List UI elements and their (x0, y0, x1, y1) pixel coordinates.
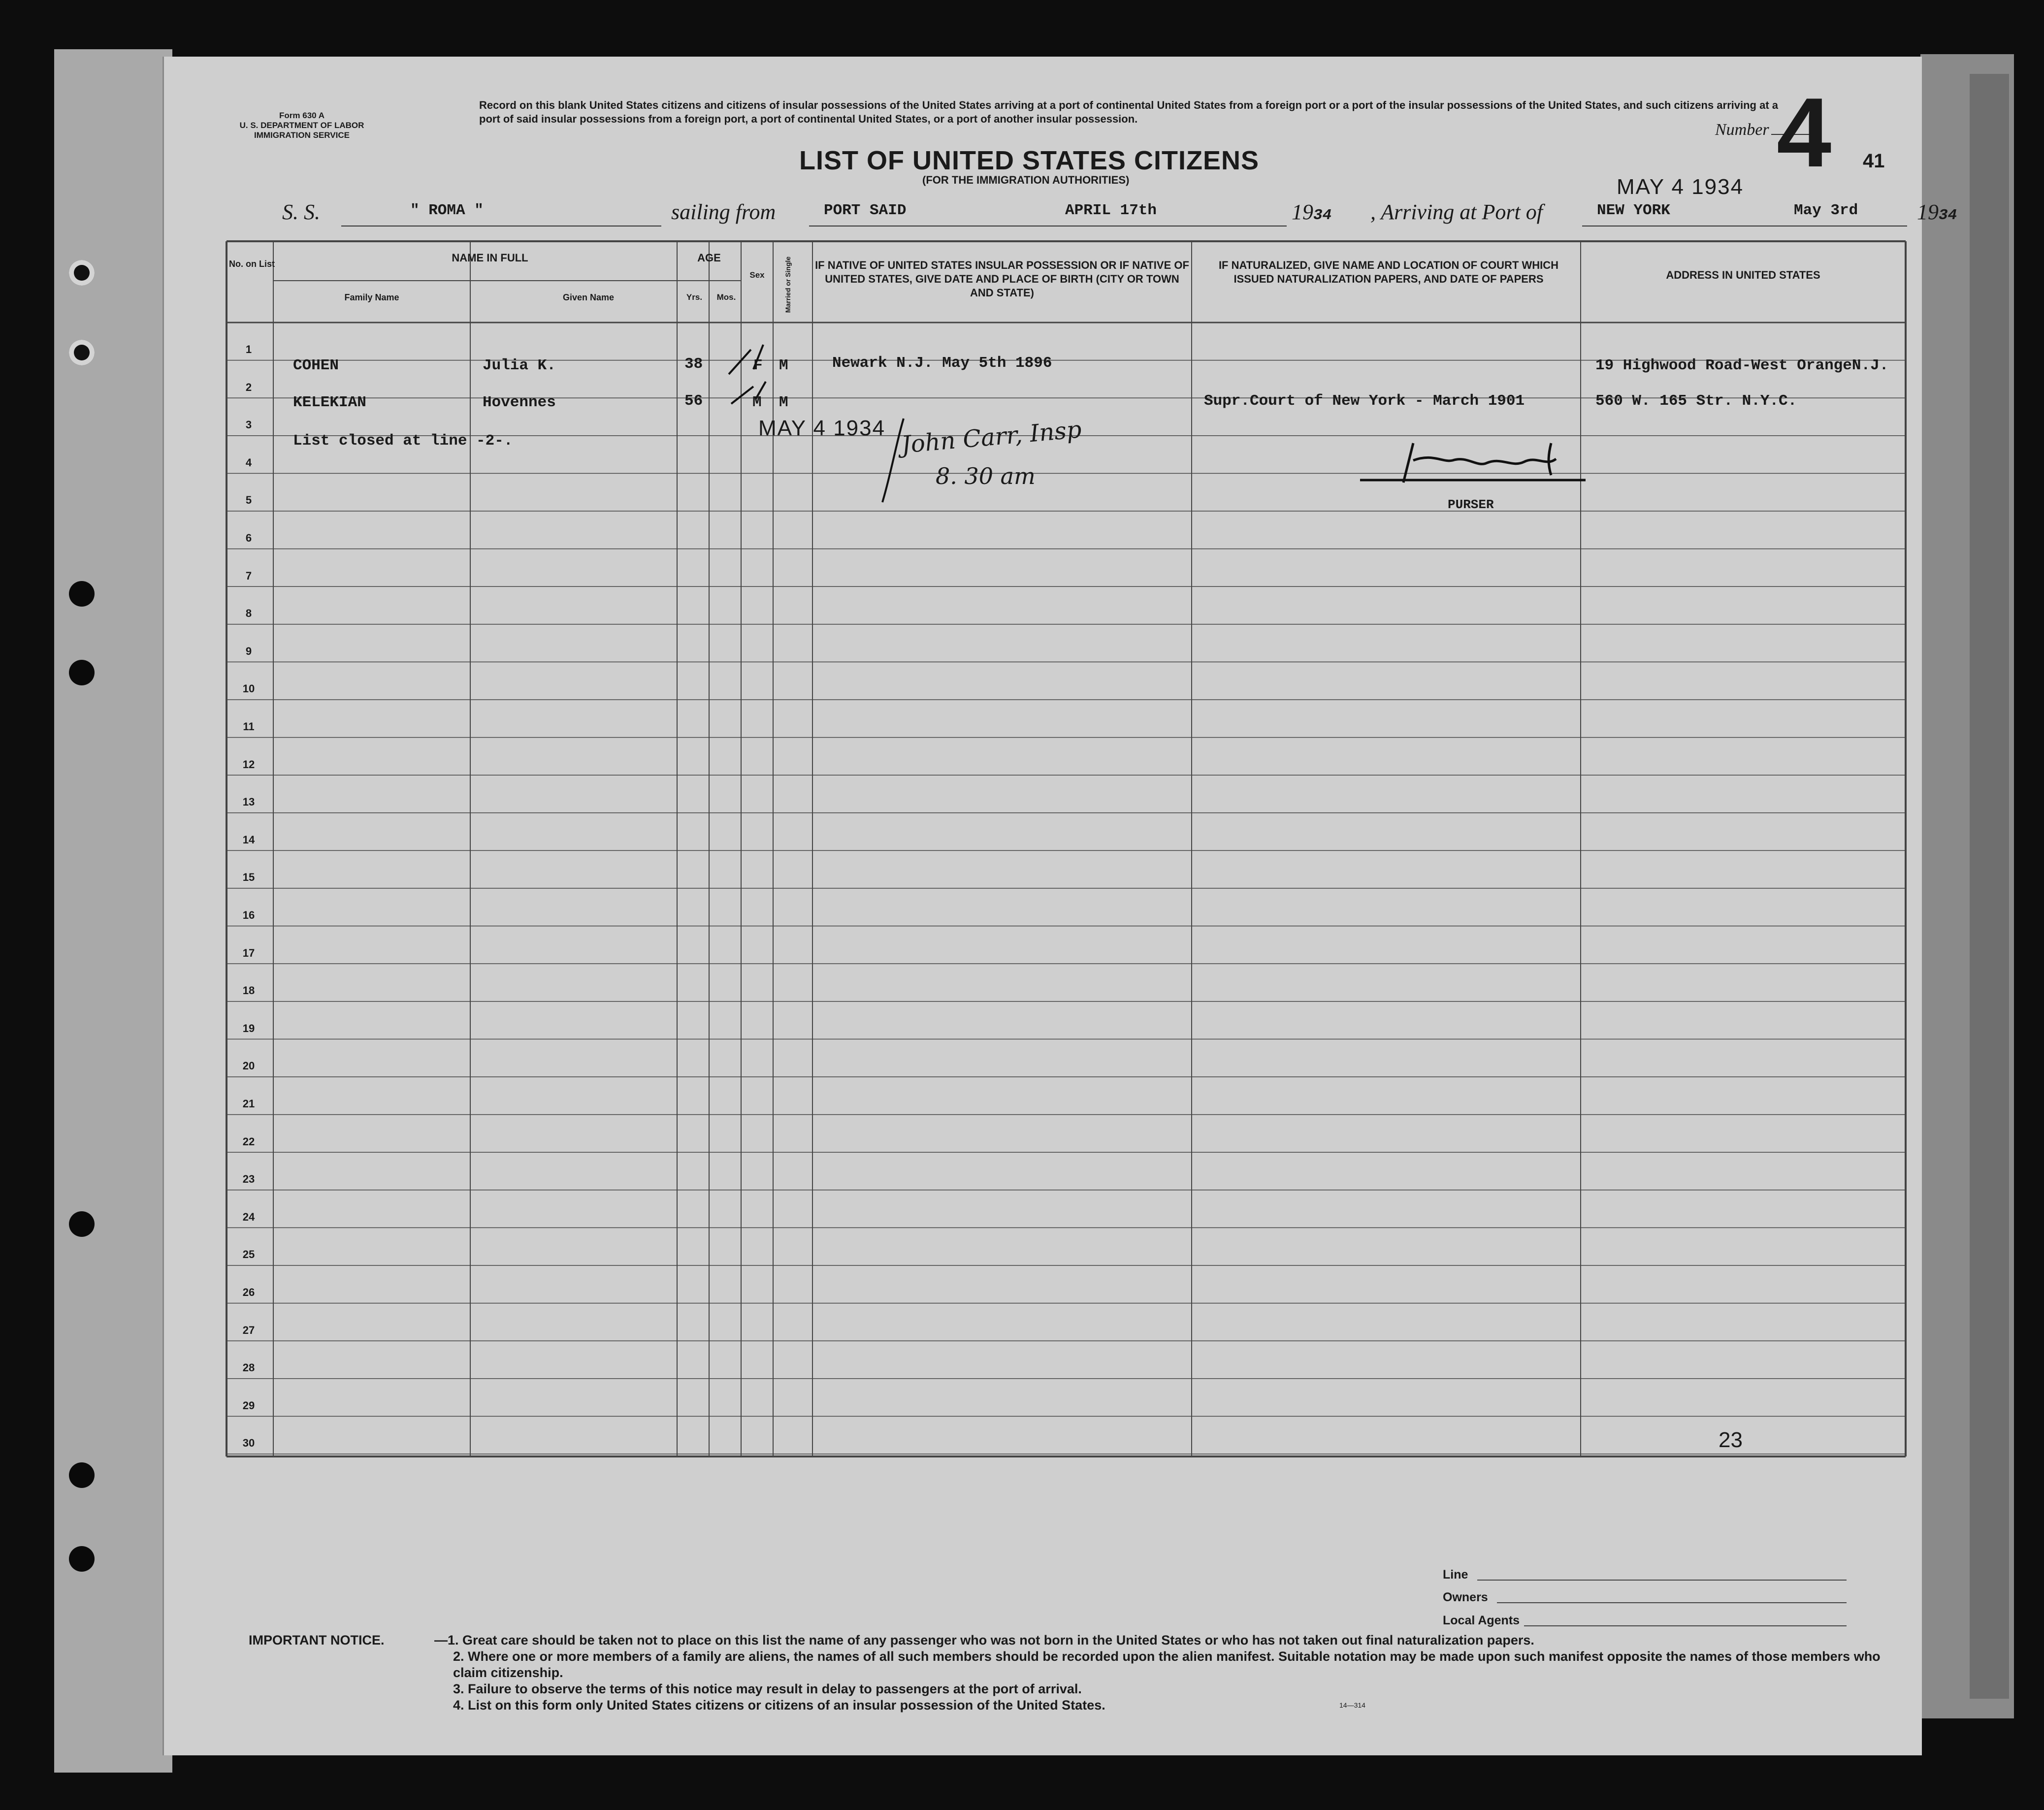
row1-birth: Newark N.J. May 5th 1896 (832, 355, 1052, 372)
line-number: 12 (242, 758, 255, 771)
line-number: 2 (245, 381, 252, 393)
line-number: 16 (242, 909, 255, 921)
page-title: LIST OF UNITED STATES CITIZENS (799, 146, 1259, 175)
line-number: 18 (242, 984, 255, 997)
col-header-naturalization: IF NATURALIZED, GIVE NAME AND LOCATION OF COURT WHICH ISSUED NATURALIZATION PAPERS, AND DATE OF PAPERS (1218, 259, 1559, 285)
notice-2: 2. Where one or more members of a family are aliens, the names of all such members should be recorded upon the alien manifest. Suitable notation may be made upon such manifest opposite the names of those members who claim citizenship. (453, 1649, 1881, 1680)
col-header-no: No. on List (229, 259, 275, 269)
date-stamp-row: MAY 4 1934 (758, 416, 886, 440)
col-header-name: NAME IN FULL (452, 252, 528, 264)
line-number: 23 (242, 1173, 255, 1186)
notice-3: 3. Failure to observe the terms of this notice may result in delay to passengers at the port of arrival. (453, 1681, 1082, 1696)
instructions-text: Record on this blank United States citizens and citizens of insular possessions of the United States arriving at a port of continental United States from a foreign port or a port of the insular possessions of the United States, and such citizens arriving at a port of said insular possessions from a foreign port, a port of continental United States, or a port of another insular possession. (479, 99, 1779, 125)
departure-year: 34 (1313, 207, 1332, 224)
year-prefix: 19 (1292, 200, 1313, 224)
row2-naturalization: Supr.Court of New York - March 1901 (1204, 392, 1525, 410)
col-header-married: Married or Single (784, 256, 792, 313)
ss-label: S. S. (282, 200, 320, 224)
col-header-family: Family Name (344, 292, 399, 302)
owners-rule (1497, 1602, 1847, 1603)
line-number: 14 (242, 833, 255, 846)
row2-marital: M (779, 394, 788, 411)
sailing-label: sailing from (671, 200, 776, 224)
line-number: 29 (242, 1399, 255, 1412)
line-number: 26 (242, 1286, 255, 1298)
page-subtitle: (FOR THE IMMIGRATION AUTHORITIES) (922, 174, 1130, 186)
line-number: 6 (245, 532, 252, 544)
service-label: IMMIGRATION SERVICE (254, 130, 350, 140)
inspector-stroke (876, 414, 911, 507)
row1-marital: M (779, 357, 788, 374)
line-number: 19 (242, 1022, 255, 1034)
col-header-mos: Mos. (716, 292, 736, 302)
row1-address: 19 Highwood Road-West OrangeN.J. (1595, 357, 1889, 374)
date-stamp-top: MAY 4 1934 (1617, 175, 1744, 199)
row1-family: COHEN (293, 357, 339, 374)
col-header-birth: IF NATIVE OF UNITED STATES INSULAR POSSESSION OR IF NATIVE OF UNITED STATES, GIVE DATE AND PLACE OF BIRTH (CITY OR TOWN AND STATE) (815, 259, 1189, 299)
corner-mark: 41 (1863, 150, 1885, 172)
line-number: 13 (242, 796, 255, 808)
arrival-year: 34 (1939, 207, 1957, 224)
year-prefix: 19 (1917, 200, 1939, 224)
line-number: 21 (242, 1098, 255, 1110)
line-number: 8 (245, 607, 252, 620)
line-number: 20 (242, 1060, 255, 1072)
ship-name: " ROMA " (410, 202, 484, 219)
arrival-port: NEW YORK (1597, 202, 1670, 219)
page-number: 23 (1719, 1428, 1743, 1452)
line-number: 5 (245, 494, 252, 507)
closing-note: List closed at line -2-. (293, 432, 513, 450)
arriving-label: , Arriving at Port of (1370, 200, 1543, 224)
line-number: 27 (242, 1324, 255, 1336)
line-number: 22 (242, 1135, 255, 1148)
col-header-sex: Sex (749, 270, 765, 280)
line-number: 9 (245, 645, 252, 657)
arrival-date: May 3rd (1794, 202, 1858, 219)
from-port: PORT SAID (824, 202, 907, 219)
line-number: 17 (242, 946, 255, 959)
row2-family: KELEKIAN (293, 394, 366, 411)
department-label: U. S. DEPARTMENT OF LABOR (239, 121, 364, 130)
col-header-yrs: Yrs. (686, 292, 703, 302)
row1-yrs: 38 (684, 356, 703, 373)
line-number: 25 (242, 1248, 255, 1261)
line-number: 11 (243, 720, 255, 733)
notice-4: 4. List on this form only United States citizens or citizens of an insular possession of the United States. (453, 1698, 1105, 1713)
line-number: 4 (245, 456, 252, 469)
agents-label: Local Agents (1443, 1614, 1520, 1627)
col-header-age: AGE (697, 252, 721, 264)
line-rule (1477, 1580, 1847, 1581)
line-number: 15 (242, 871, 255, 884)
row2-address: 560 W. 165 Str. N.Y.C. (1595, 392, 1797, 410)
line-number: 1 (245, 343, 252, 356)
owners-label: Owners (1443, 1590, 1488, 1604)
notice-title: IMPORTANT NOTICE. (249, 1633, 385, 1648)
line-number: 7 (245, 569, 252, 582)
line-number: 28 (242, 1361, 255, 1374)
agents-rule (1524, 1625, 1847, 1626)
line-number: 10 (242, 682, 255, 695)
purser-signature (1354, 433, 1590, 487)
list-number: 4 (1777, 78, 1832, 188)
row2-given: Hovennes (483, 394, 556, 411)
row2-yrs: 56 (684, 392, 703, 410)
departure-date: APRIL 17th (1065, 202, 1157, 219)
row2-sex: M (752, 394, 762, 411)
line-number: 30 (242, 1437, 255, 1450)
check-marks (724, 340, 778, 409)
inspector-time: 8. 30 am (936, 463, 1036, 489)
row1-sex: F (753, 357, 763, 374)
form-number: Form 630 A (279, 111, 324, 120)
number-label: Number (1715, 121, 1769, 139)
inspector-signature: John Carr, Insp (900, 416, 1083, 459)
line-number: 3 (245, 419, 252, 431)
row1-given: Julia K. (483, 357, 556, 374)
line-label: Line (1443, 1568, 1468, 1582)
line-number: 24 (242, 1210, 255, 1223)
col-header-address: ADDRESS IN UNITED STATES (1666, 269, 1820, 281)
notice-1: —1. Great care should be taken not to place on this list the name of any passenger who was not born in the United States or who has not taken out final naturalization papers. (434, 1633, 1534, 1648)
print-code: 14—314 (1339, 1701, 1365, 1709)
purser-label: PURSER (1448, 497, 1494, 512)
col-header-given: Given Name (562, 292, 615, 302)
